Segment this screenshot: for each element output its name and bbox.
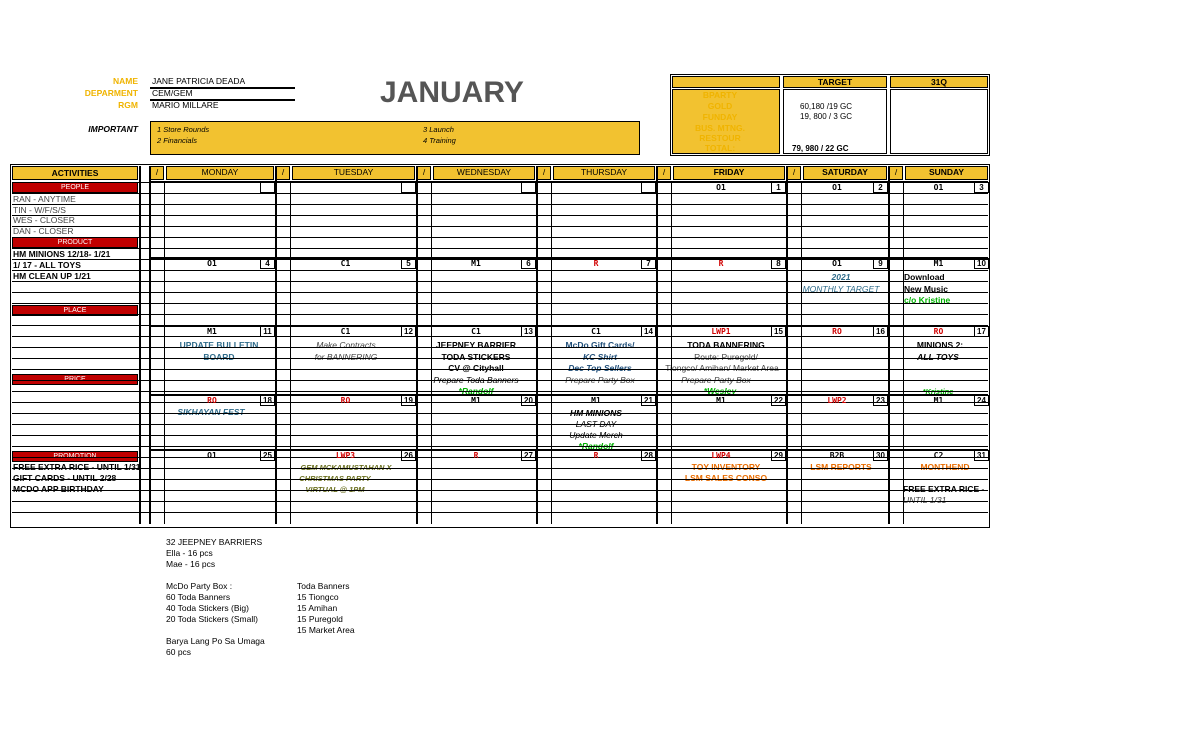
day-number: 14: [644, 327, 653, 336]
footer-note-line: Barya Lang Po Sa Umaga: [166, 636, 265, 646]
rgm-label: RGM: [118, 100, 138, 110]
footer-note-line: 20 Toda Stickers (Small): [166, 614, 258, 624]
day-number: 20: [524, 396, 533, 405]
note: FREE EXTRA RICE -: [903, 484, 985, 494]
day-number-box: [641, 182, 656, 193]
footer-note-line: Toda Banners: [297, 581, 350, 591]
note: LSM SALES CONSO: [684, 473, 768, 483]
shift-code: O1: [832, 259, 842, 268]
note: Dec Top Sellers: [568, 363, 632, 373]
shift-code: M1: [471, 259, 481, 268]
product-item: HM MINIONS 12/18- 1/21: [13, 249, 111, 259]
day-number: 29: [774, 451, 783, 460]
promotion-item: FREE EXTRA RICE - UNTIL 1/31: [13, 462, 141, 472]
note: *Randolf: [458, 386, 494, 396]
note: ALL TOYS: [917, 352, 959, 362]
footer-note-line: 32 JEEPNEY BARRIERS: [166, 537, 263, 547]
note: CHRISTMAS PARTY: [299, 474, 371, 483]
day-header-thursday: THURSDAY: [580, 167, 628, 177]
rgm-value: MARIO MILLARE: [152, 100, 219, 110]
shift-code: M1: [716, 396, 726, 405]
shift-code: RO: [933, 327, 944, 336]
shift-code: O1: [832, 183, 842, 192]
day-number: 6: [526, 259, 531, 268]
shift-code: M1: [933, 396, 944, 405]
note: KC Shirt: [583, 352, 617, 362]
day-number: 2: [878, 183, 883, 192]
note: Prepare Party Box: [565, 375, 635, 385]
important-label: IMPORTANT: [88, 124, 138, 134]
price-header: PRICE: [12, 374, 138, 385]
day-number: 7: [646, 259, 651, 268]
day-header-monday: MONDAY: [201, 167, 239, 177]
page-title: JANUARY: [380, 76, 524, 109]
day-number: 21: [644, 396, 653, 405]
department-label: DEPARMENT: [84, 88, 138, 98]
day-number: 11: [263, 327, 272, 336]
target-label: RESTOUR: [699, 133, 741, 143]
footer-note-line: 15 Market Area: [297, 625, 355, 635]
note: McDo Gift Cards/: [565, 340, 635, 350]
target-column-header: TARGET: [817, 77, 853, 87]
target-label: TOTAL:: [704, 143, 736, 153]
note: *Wesley: [703, 386, 737, 396]
day-number-box: [260, 182, 275, 193]
day-header-tuesday: TUESDAY: [333, 167, 374, 177]
activities-header: ACTIVITIES: [51, 168, 99, 178]
people-item: RAN - ANYTIME: [13, 194, 76, 204]
day-number: 16: [876, 327, 885, 336]
note: MONTHEND: [920, 462, 970, 472]
people-header: PEOPLE: [12, 182, 138, 193]
promotion-header: PROMOTION: [12, 451, 138, 462]
day-number-box: [521, 182, 536, 193]
day-number: 8: [776, 259, 781, 268]
footer-note-line: 15 Amihan: [297, 603, 338, 613]
shift-code: C1: [340, 327, 351, 336]
footer-note-line: 60 Toda Banners: [166, 592, 231, 602]
day-slash: /: [792, 167, 796, 177]
target-label: GOLD: [707, 101, 733, 111]
note: Prepare Toda Banners: [433, 375, 519, 385]
shift-code: O1: [716, 183, 726, 192]
day-number: 23: [876, 396, 885, 405]
day-number: 5: [406, 259, 411, 268]
note: New Music: [904, 284, 948, 294]
day-slash: /: [155, 167, 159, 177]
day-number: 19: [404, 396, 413, 405]
note: Update Merch: [569, 430, 623, 440]
note: JEEPNEY BARRIER: [435, 340, 517, 350]
day-number: 27: [524, 451, 533, 460]
shift-code: R: [593, 259, 599, 268]
shift-code: O1: [933, 183, 944, 192]
note: BOARD: [203, 352, 235, 362]
shift-code: R: [718, 259, 724, 268]
note: HM MINIONS: [570, 408, 622, 418]
note: *Kristine: [922, 387, 954, 396]
footer-note-line: 60 pcs: [166, 647, 192, 657]
day-number: 25: [263, 451, 272, 460]
note: SIKHAYAN FEST: [177, 407, 245, 417]
shift-code: RO: [340, 396, 351, 405]
target-label: BPARTY: [702, 90, 738, 100]
note: MINIONS 2:: [916, 340, 964, 350]
note: Prepare Party Box: [681, 375, 751, 385]
shift-code: R: [593, 451, 599, 460]
promotion-item: GIFT CARDS - UNTIL 2/28: [13, 473, 117, 483]
product-item: HM CLEAN UP 1/21: [13, 271, 91, 281]
people-item: DAN - CLOSER: [13, 226, 74, 236]
target-label: FUNDAY: [702, 112, 738, 122]
shift-code: M1: [933, 259, 944, 268]
note: LAST DAY: [575, 419, 617, 429]
footer-note-line: 15 Puregold: [297, 614, 343, 624]
footer-note-line: 15 Tiongco: [297, 592, 339, 602]
day-number: 22: [774, 396, 783, 405]
people-item: WES - CLOSER: [13, 215, 75, 225]
shift-code: O1: [207, 451, 217, 460]
important-item: 3 Launch: [423, 125, 454, 134]
shift-code: M1: [471, 396, 481, 405]
shift-code: M1: [207, 327, 217, 336]
day-slash: /: [542, 167, 546, 177]
note: UNTIL 1/31: [903, 495, 947, 505]
day-number: 10: [977, 259, 986, 268]
note: VIRTUAL @ 1PM: [305, 485, 365, 494]
day-number: 28: [644, 451, 653, 460]
footer-note-line: Ella - 16 pcs: [166, 548, 213, 558]
day-slash: /: [281, 167, 285, 177]
day-number: 17: [977, 327, 986, 336]
shift-code: LWP4: [711, 451, 731, 460]
day-number: 30: [876, 451, 885, 460]
day-header-wednesday: WEDNESDAY: [456, 167, 512, 177]
note: GEM MCKAMUSTAHAN X: [300, 463, 392, 472]
shift-code: C1: [340, 259, 351, 268]
shift-code: R: [473, 451, 479, 460]
day-number: 4: [265, 259, 270, 268]
footer-note-line: 40 Toda Stickers (Big): [166, 603, 249, 613]
day-number: 31: [977, 451, 986, 460]
note: CV @ Cityhall: [448, 363, 504, 373]
total-target-value: 79, 980 / 22 GC: [792, 144, 849, 153]
shift-code: RO: [832, 327, 842, 336]
day-slash: /: [894, 167, 898, 177]
day-number: 26: [404, 451, 413, 460]
shift-code: O1: [207, 259, 217, 268]
day-number: 12: [404, 327, 413, 336]
note: c/o Kristine: [904, 295, 951, 305]
shift-code: C1: [471, 327, 481, 336]
important-item: 1 Store Rounds: [157, 125, 210, 134]
day-number: 24: [977, 396, 986, 405]
note: TODA BANNERING: [687, 340, 765, 350]
product-item: 1/ 17 - ALL TOYS: [13, 260, 81, 270]
people-item: TIN - W/F/S/S: [13, 205, 66, 215]
important-box: [150, 121, 640, 155]
note: *Randolf: [578, 441, 614, 451]
note: TODA STICKERS: [441, 352, 511, 362]
31q-column-header: 31Q: [930, 77, 948, 87]
day-number-box: [401, 182, 416, 193]
day-number: 15: [774, 327, 783, 336]
shift-code: LWP3: [335, 451, 356, 460]
shift-code: C2: [933, 451, 944, 460]
place-header: PLACE: [12, 305, 138, 316]
day-slash: /: [662, 167, 666, 177]
day-number: 18: [263, 396, 272, 405]
shift-code: LWP1: [711, 327, 731, 336]
note: UPDATE BULLETIN: [179, 340, 259, 350]
day-number: 13: [524, 327, 533, 336]
day-header-friday: FRIDAY: [713, 167, 745, 177]
footer-note-line: McDo Party Box :: [166, 581, 233, 591]
day-number: 3: [979, 183, 984, 192]
day-number: 9: [878, 259, 883, 268]
day-header-saturday: SATURDAY: [822, 167, 868, 177]
note: for BANNERING: [314, 352, 378, 362]
funday-target-value: 19, 800 / 3 GC: [800, 112, 853, 121]
note: 2021: [831, 272, 851, 282]
note: Tiongco/ Amihan/ Market Area: [665, 363, 779, 373]
day-slash: /: [422, 167, 426, 177]
important-item: 4 Training: [423, 136, 456, 145]
footer-note-line: Mae - 16 pcs: [166, 559, 216, 569]
target-label: BUS. MTNG.: [694, 123, 746, 133]
note: Route: Puregold/: [694, 352, 758, 362]
note: MONTHLY TARGET: [802, 284, 880, 294]
day-header-sunday: SUNDAY: [928, 167, 965, 177]
shift-code: C1: [591, 327, 601, 336]
shift-code: RO: [207, 396, 217, 405]
department-value: CEM/GEM: [152, 88, 193, 98]
shift-code: LWP2: [827, 396, 847, 405]
gold-target-value: 60,180 /19 GC: [800, 102, 853, 111]
name-label: NAME: [112, 76, 138, 86]
day-number: 1: [776, 183, 781, 192]
note: Download: [904, 272, 945, 282]
note: LSM REPORTS: [810, 462, 872, 472]
important-item: 2 Financials: [157, 136, 198, 145]
shift-code: B2B: [829, 451, 845, 460]
note: Make Contracts: [316, 340, 376, 350]
note: TOY INVENTORY: [691, 462, 761, 472]
name-value: JANE PATRICIA DEADA: [152, 76, 246, 86]
promotion-item: MCDO APP BIRTHDAY: [13, 484, 104, 494]
shift-code: M1: [591, 396, 601, 405]
product-header: PRODUCT: [12, 237, 138, 248]
